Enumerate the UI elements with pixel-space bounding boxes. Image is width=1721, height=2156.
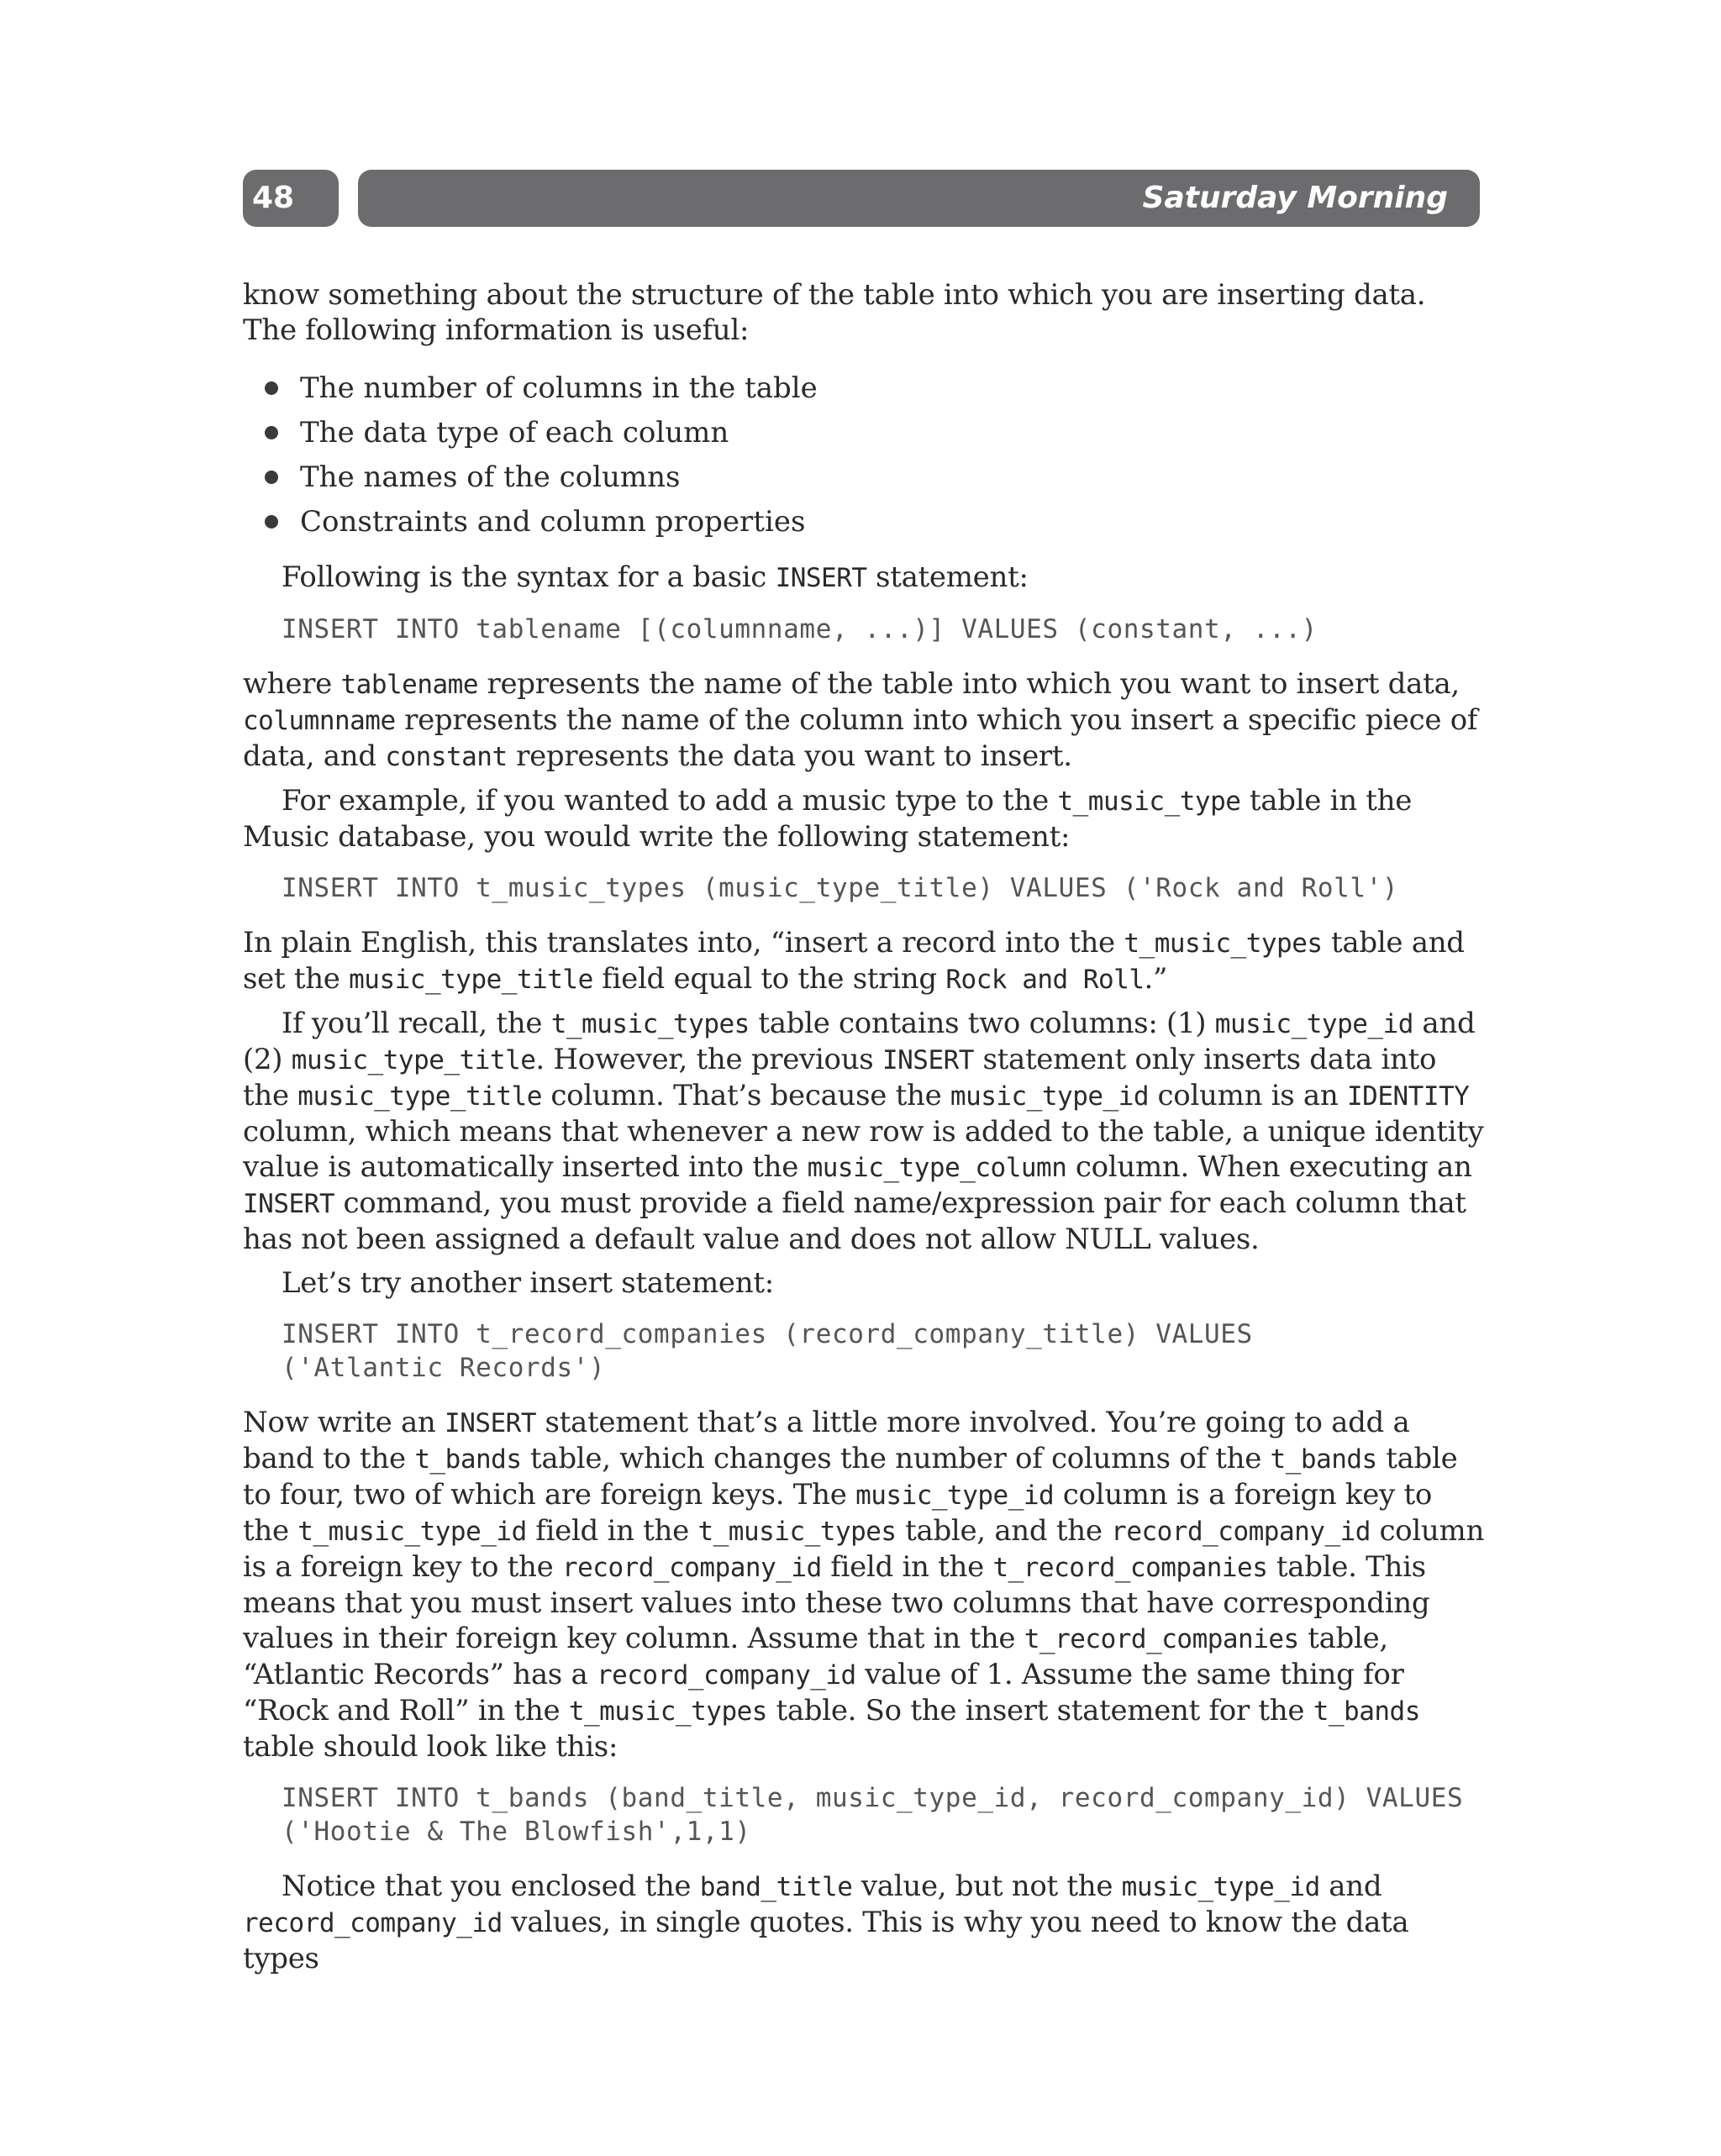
bullet-list	[243, 366, 1487, 544]
inline-code: IDENTITY	[1347, 1081, 1470, 1112]
inline-code: music_type_column	[807, 1153, 1067, 1183]
inline-code: t_bands	[1270, 1444, 1377, 1475]
text-run: If you’ll recall, the	[282, 1007, 551, 1040]
inline-code: music_type_id	[950, 1081, 1150, 1112]
inline-code: music_type_title	[297, 1081, 542, 1112]
code-block: INSERT INTO t_music_types (music_type_title) VALUES ('Rock and Roll')	[282, 873, 1399, 903]
text-run: and (2)	[243, 1007, 1476, 1076]
inline-code: record_company_id	[243, 1908, 503, 1938]
bullet-item: The data type of each column	[243, 411, 1487, 455]
inline-code: record_company_id	[1111, 1517, 1371, 1547]
inline-code: constant	[385, 742, 508, 772]
inline-code: t_music_types	[1124, 928, 1323, 959]
paragraph	[243, 1869, 1487, 1976]
inline-code: record_company_id	[561, 1553, 822, 1583]
text-run: table, and the	[896, 1514, 1112, 1548]
paragraph	[243, 1006, 1487, 1257]
inline-code: INSERT	[775, 563, 867, 593]
text-run: values, in single quotes. This is why you need to know the data types	[243, 1906, 1409, 1975]
code-block: INSERT INTO t_record_companies (record_company_title) VALUES ('Atlantic Records')	[282, 1319, 1253, 1383]
text-run: statement that’s a little more involved. You’re going to add a band to the	[243, 1406, 1410, 1475]
text-run: field in the	[821, 1550, 993, 1584]
paragraph	[243, 925, 1487, 997]
inline-code: tablename	[340, 670, 478, 700]
text-run: table should look like this:	[243, 1730, 618, 1764]
inline-code: music_type_title	[349, 965, 593, 995]
inline-code: music_type_title	[291, 1045, 536, 1075]
inline-code: record_company_id	[596, 1660, 856, 1691]
text-run: table to four, two of which are foreign keys. The	[243, 1442, 1458, 1512]
inline-code: INSERT	[445, 1408, 537, 1438]
paragraph	[243, 277, 1487, 348]
text-run: Let’s try another insert statement:	[282, 1266, 774, 1300]
bullet-item: The names of the columns	[243, 455, 1487, 500]
text-run: column is a foreign key to the	[243, 1478, 1433, 1548]
text-run: .”	[1144, 962, 1168, 996]
paragraph	[243, 666, 1487, 775]
text-run: represents the name of the table into which you want to insert data,	[478, 667, 1460, 701]
text-run: know something about the structure of the table into which you are inserting data. The following information is useful:	[243, 278, 1426, 347]
text-run: value of 1. Assume the same thing for “Rock and Roll” in the	[243, 1658, 1404, 1727]
text-run: column. When executing an	[1066, 1150, 1472, 1184]
text-run: table in the Music database, you would write the following statement:	[243, 784, 1413, 854]
text-run: value, but not the	[852, 1869, 1122, 1903]
inline-code: t_record_companies	[992, 1553, 1268, 1583]
text-run: table and set the	[243, 926, 1465, 996]
text-run: column, which means that whenever a new row is added to the table, a unique identity value is automatically inserted into the	[243, 1115, 1484, 1184]
inline-code: Rock and Roll	[945, 965, 1145, 995]
text-run: . However, the previous	[535, 1043, 882, 1076]
text-run: table contains two columns: (1)	[749, 1007, 1215, 1040]
bullet-item: Constraints and column properties	[243, 500, 1487, 544]
text-run: In plain English, this translates into, “insert a record into the	[243, 926, 1124, 960]
text-run: column. That’s because the	[541, 1079, 950, 1112]
inline-code: INSERT	[243, 1189, 334, 1219]
page-body	[243, 277, 1487, 1985]
code-block: INSERT INTO t_bands (band_title, music_type_id, record_company_id) VALUES ('Hootie & The Blowfish',1,1)	[282, 1783, 1464, 1847]
text-run: Now write an	[243, 1406, 445, 1439]
inline-code: t_music_types	[568, 1696, 767, 1727]
text-run: represents the name of the column into which you insert a specific piece of data, and	[243, 703, 1478, 773]
text-run: where	[243, 667, 341, 701]
inline-code: music_type_id	[1214, 1009, 1413, 1039]
paragraph	[243, 1265, 1487, 1301]
inline-code: music_type_id	[855, 1480, 1055, 1511]
text-run: statement only inserts data into the	[243, 1043, 1437, 1112]
bullet-item: The number of columns in the table	[243, 366, 1487, 411]
inline-code: t_music_type_id	[297, 1517, 527, 1547]
text-run: command, you must provide a field name/expression pair for each column that has not been assigned a default value and does not allow NULL values.	[243, 1186, 1466, 1256]
inline-code: INSERT	[882, 1045, 974, 1075]
paragraph	[243, 1405, 1487, 1764]
text-run: column is a foreign key to the	[243, 1514, 1485, 1584]
text-run: Following is the syntax for a basic	[282, 560, 776, 594]
inline-code: t_music_types	[697, 1517, 897, 1547]
text-run: represents the data you want to insert.	[507, 739, 1072, 773]
inline-code: t_music_types	[550, 1009, 750, 1039]
text-run: For example, if you wanted to add a music type to the	[282, 784, 1058, 818]
text-run: statement:	[866, 560, 1029, 594]
text-run: table. This means that you must insert values into these two columns that have corresponding values in their foreign key column. Assume that in the	[243, 1550, 1430, 1655]
text-run: table. So the insert statement for the	[766, 1694, 1313, 1727]
code-block: INSERT INTO tablename [(columnname, ...)] VALUES (constant, ...)	[282, 614, 1318, 644]
inline-code: t_bands	[1313, 1696, 1420, 1727]
text-run: table, which changes the number of columns of the	[521, 1442, 1271, 1475]
page-number: 48	[252, 181, 295, 215]
paragraph	[243, 783, 1487, 855]
inline-code: t_music_type	[1057, 786, 1241, 817]
text-run: Notice that you enclosed the	[282, 1869, 700, 1903]
running-header-bar	[358, 170, 1480, 227]
paragraph	[243, 560, 1487, 596]
text-run: table, “Atlantic Records” has a	[243, 1622, 1388, 1691]
text-run: and	[1319, 1869, 1382, 1903]
inline-code: columnname	[243, 706, 396, 736]
inline-code: t_bands	[414, 1444, 522, 1475]
inline-code: t_record_companies	[1024, 1624, 1299, 1654]
running-header-title: Saturday Morning	[1142, 181, 1448, 215]
text-run: column is an	[1149, 1079, 1347, 1112]
text-run: field equal to the string	[592, 962, 946, 996]
inline-code: music_type_id	[1121, 1872, 1320, 1902]
text-run: field in the	[526, 1514, 698, 1548]
inline-code: band_title	[699, 1872, 853, 1902]
